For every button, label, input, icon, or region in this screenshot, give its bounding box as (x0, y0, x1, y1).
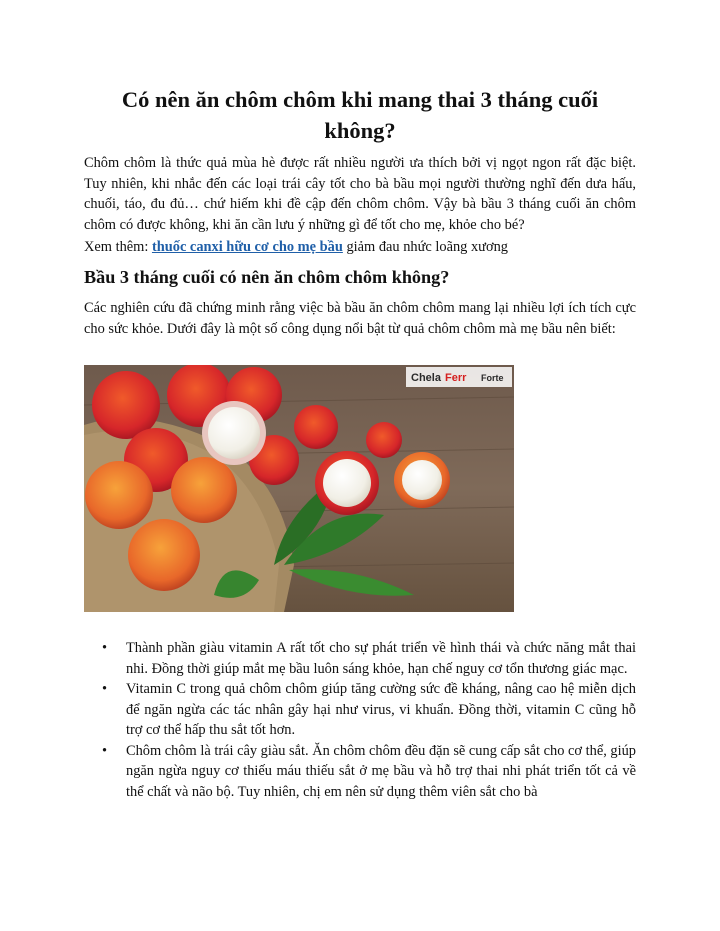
bullet-icon: • (102, 640, 108, 656)
rambutan-photo (84, 365, 514, 612)
benefit-list (84, 638, 636, 802)
article-title: Có nên ăn chôm chôm khi mang thai 3 tháng cuối không? (121, 87, 599, 143)
watermark-brand2: Ferr (445, 372, 467, 384)
watermark-logo (406, 367, 512, 387)
list-item (84, 638, 636, 679)
watermark-brand: Chela (411, 372, 441, 384)
intro-paragraph: Chôm chôm là thức quả mùa hè được rất nhiều người ưa thích bởi vị ngọt ngon rất đặc biệt. Tuy nhiên, khi nhắc đến các loại trái cây tốt cho bà bầu mọi người thường nghĩ đến dưa hấu, chuối, táo, đu đủ… chứ hiếm khi đề cập đến chôm chôm. Vậy bà bầu 3 tháng cuối ăn chôm chôm có được không, khi ăn cần lưu ý những gì để tốt cho mẹ, khỏe cho bé? (84, 155, 636, 233)
section-intro-paragraph: Các nghiên cứu đã chứng minh rằng việc bà bầu ăn chôm chôm mang lại nhiều lợi ích tích cực cho sức khỏe. Dưới đây là một số công dụng nổi bật từ quả chôm chôm mà mẹ bầu nên biết: (84, 300, 636, 337)
see-also-suffix: giảm đau nhức loãng xương (342, 239, 508, 255)
list-item (84, 741, 636, 803)
section-heading: Bầu 3 tháng cuối có nên ăn chôm chôm không? (84, 267, 450, 287)
list-item-text: Thành phần giàu vitamin A rất tốt cho sự phát triển về hình thái và chức năng mắt thai nhi. Đồng thời giúp mắt mẹ bầu luôn sáng khỏe, hạn chế nguy cơ tổn thương giác mạc. (126, 640, 636, 677)
list-item-text: Vitamin C trong quả chôm chôm giúp tăng cường sức đề kháng, nâng cao hệ miễn dịch để ngăn ngừa các tác nhân gây hại như virus, vi khuẩn. Đồng thời, vitamin C cũng hỗ trợ cơ thể hấp thu sắt tốt hơn. (126, 681, 636, 738)
bullet-icon: • (102, 681, 108, 697)
watermark-suffix: Forte (481, 373, 504, 383)
list-item-text: Chôm chôm là trái cây giàu sắt. Ăn chôm chôm đều đặn sẽ cung cấp sắt cho cơ thể, giúp ngăn ngừa nguy cơ thiếu máu thiếu sắt ở mẹ bầu và hỗ trợ thai nhi phát triển tốt cả về thể chất và não bộ. Tuy nhiên, chị em nên sử dụng thêm viên sắt cho bà (126, 742, 636, 800)
see-also-link[interactable]: thuốc canxi hữu cơ cho mẹ bầu (151, 239, 343, 255)
list-item (84, 679, 636, 741)
see-also-line (84, 237, 636, 258)
see-also-prefix: Xem thêm: (84, 239, 152, 255)
bullet-icon: • (102, 742, 108, 759)
